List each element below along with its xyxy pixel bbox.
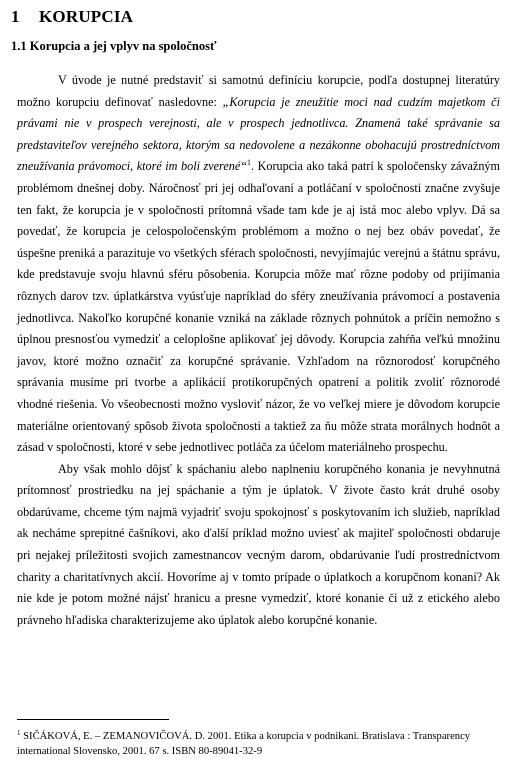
footnote [17,729,507,759]
definition-quote: „Korupcia je zneužitie moci nad cudzím majetkom či právami nie v prospech verejnosti, ale v prospech jednotlivca. Znamená také správanie sa predstaviteľov verejného sektora, ktorým sa nedovolene a nezákonne obohacujú prostredníctvom zneužívania právomoci, ktoré im boli zverené“ [17,94,500,174]
paragraph-1-intro: V úvode je nutné predstaviť si samotnú definíciu korupcie, podľa dostupnej literatúry možno korupciu definovať nasledovne: [17,73,500,109]
section-heading: 1.1 Korupcia a jej vplyv na spoločnosť [11,39,217,53]
paragraph-2: Aby však mohlo dôjsť k spáchaniu alebo naplneniu korupčného konania je nevyhnutná prítomnosť prostriedku na jej spáchanie a tým je úplatok. V živote často krát druhé osoby obdarúvame, chceme tým najmä vyjadriť svoju spokojnosť s poskytovaním ich služieb, napríklad ak necháme sprepitné čašníkovi, ako ďalší príklad možno uviesť ak majiteľ spoločnosti obdaruje pri nejakej príležitosti svojich zamestnancov vecným darom, obdarúvanie ľudí prostredníctvom charity a charitatívnych akcií. Hovoríme aj v tomto prípade o úplatkoch a korupčnom konaní? Ak nie kde je potom možné nájsť hranicu a presne vymedziť, ktoré konanie či už z etického alebo právneho hľadiska charakterizujeme ako úplatok alebo korupčné konanie. [17,461,500,627]
footnote-separator [17,719,169,720]
footnote-marker: 1 [17,729,21,737]
paragraph-1 [17,70,500,459]
body-text [17,70,500,631]
chapter-title: KORUPCIA [39,7,134,26]
paragraph-1-rest: . Korupcia ako taká patrí k spoločensky závažným problémom dnešnej doby. Náročnosť pri jej odhaľovaní a potláčaní v spoločnosti značne zvyšuje ten fakt, že korupcia je v spoločnosti prítomná všade tam kde je aj istá moc alebo vplyv. Dá sa povedať, že korupcia je celospoločenským problémom a možno o nej bez obáv povedať, že úspešne preniká a parazituje vo všetkých sférach spoločnosti, nevyjímajúc verejnú a štátnu správu, kde predstavuje svoju hlavnú sféru pôsobenia. Korupcia môže mať rôzne podoby od prijímania rôznych darov tzv. úplatkárstva vyúsťuje napríklad do sféry zneužívania právomocí a postavenia jednotlivca. Nakoľko korupčné konanie vzniká na základe rôznych pohnútok a príčin nemožno s úplnou presnosťou vymedziť a celoplošne aplikovať jej dôvody. Korupcia zahŕňa veľkú množinu javov, ktoré možno označiť za korupčné správanie. Vzhľadom na rôznorodosť korupčného správania musíme pri tvorbe a aplikácií protikorupčných opatrení a politik zvoliť rôznorodé vhodné riešenia. Vo všeobecnosti možno vysloviť názor, že vo veľkej miere je dôvodom korupcie materiálne orientovaný spôsob života spoločnosti a taktiež za ňu môže strata morálnych hodnôt a zásad v spoločnosti, ktoré v sebe jednotlivec potláča za účelom materiálneho prospechu. [17,159,500,455]
footnote-text: SIČÁKOVÁ, E. – ZEMANOVIČOVÁ. D. 2001. Etika a korupcia v podnikaní. Bratislava : Transparency international Slovensko, 2001. 67 s. ISBN 80-89041-32-9 [17,731,471,757]
footnote-reference[interactable]: 1 [247,158,252,168]
chapter-heading [11,7,133,27]
chapter-number: 1 [11,7,20,26]
